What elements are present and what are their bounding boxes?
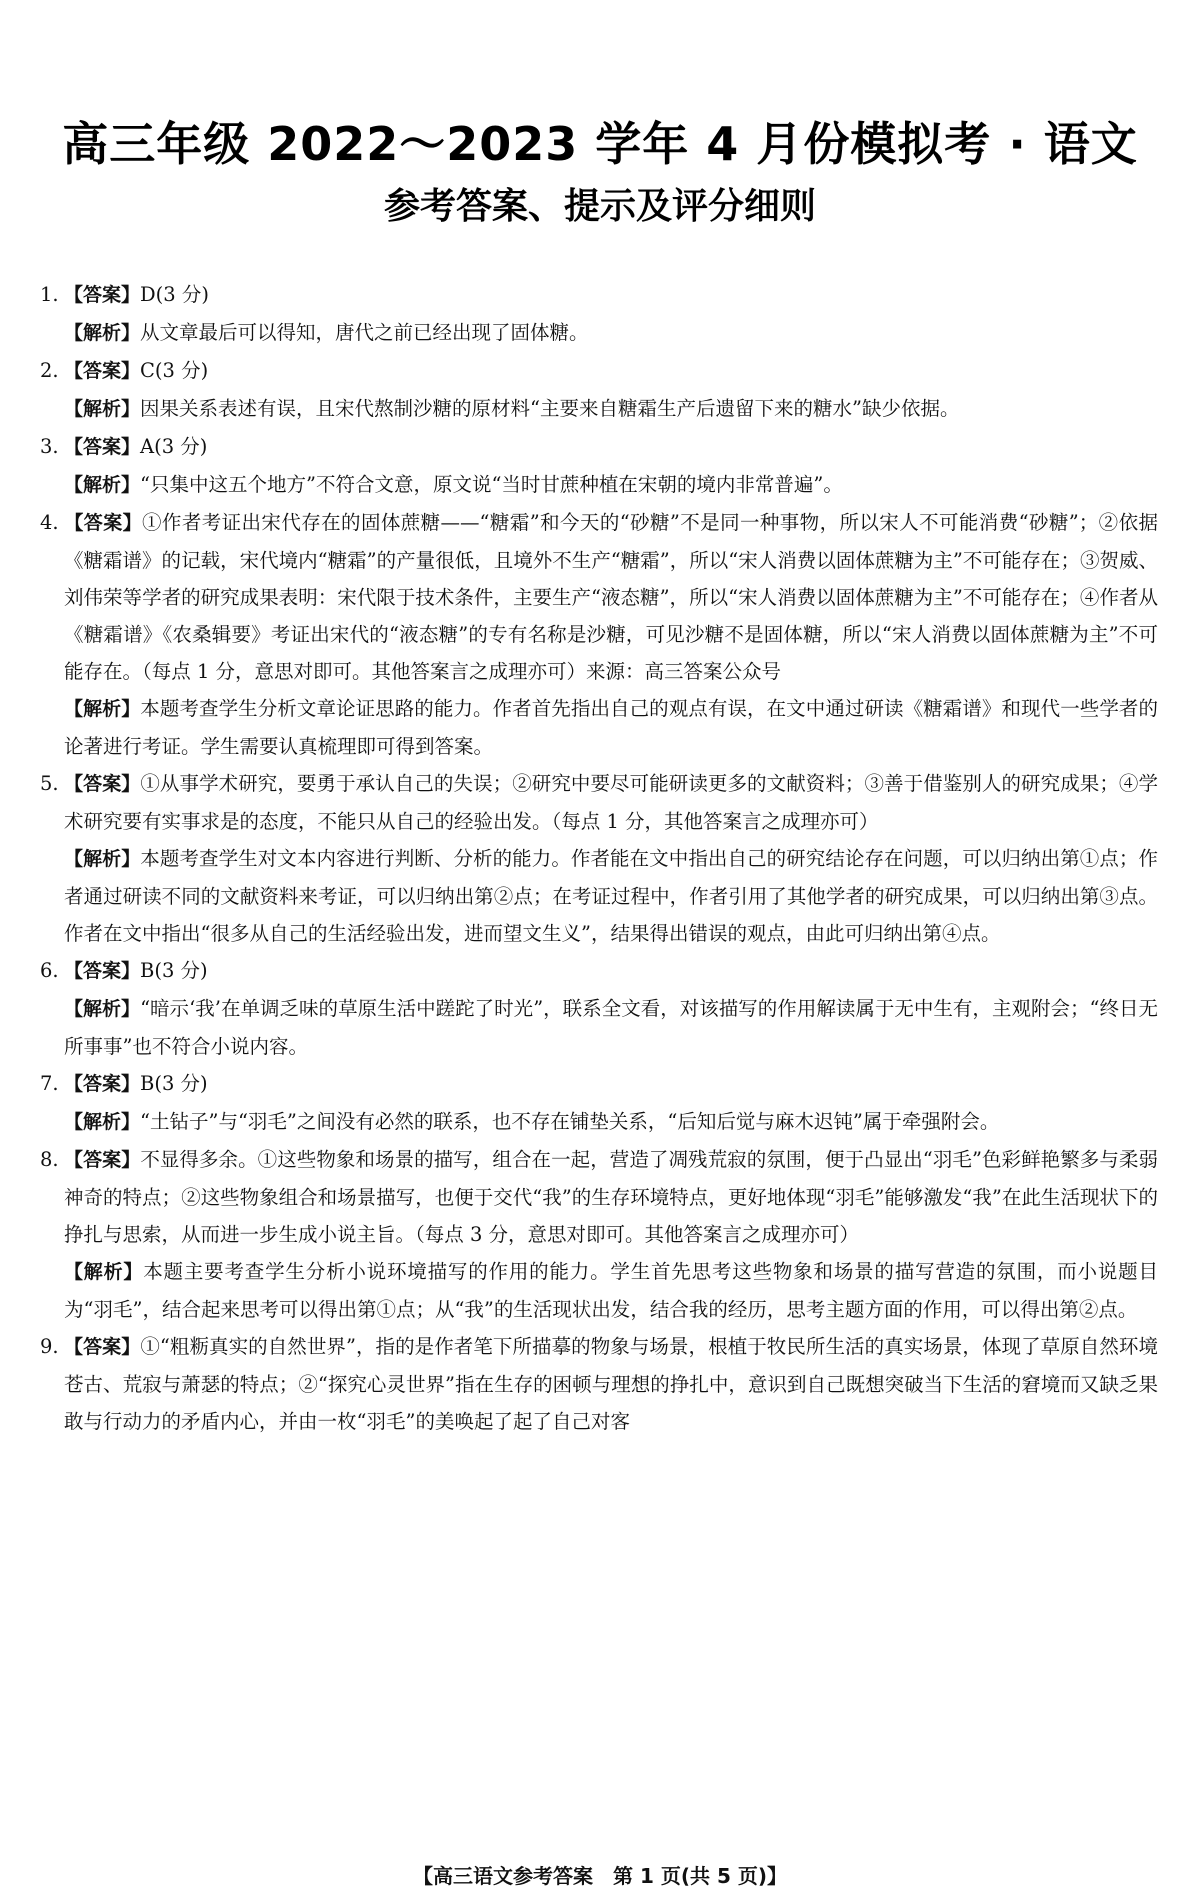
analysis-tag: 【解析】 <box>64 848 141 870</box>
page-footer: 【高三语文参考答案 第 1 页(共 5 页)】 <box>413 1864 787 1888</box>
answer-line <box>40 1141 1158 1253</box>
analysis-line <box>40 466 1158 504</box>
analysis-tag: 【解析】 <box>64 398 141 420</box>
answer-text: 不显得多余。①这些物象和场景的描写，组合在一起，营造了凋残荒寂的氛围，便于凸显出“羽毛”色彩鲜艳繁多与柔弱神奇的特点；②这些物象组合和场景描写，也便于交代“我”的生存环境特点，更好地体现“羽毛”能够激发“我”在此生活现状下的挣扎与思索，从而进一步生成小说主旨。（每点 3 分，意思对即可。其他答案言之成理亦可） <box>64 1148 1158 1246</box>
analysis-tag: 【解析】 <box>64 1261 144 1283</box>
analysis-line <box>40 390 1158 428</box>
answer-tag: 【答案】 <box>64 512 143 534</box>
answer-tag: 【答案】 <box>64 1336 141 1358</box>
answer-line <box>40 504 1158 690</box>
question-item <box>40 352 1158 428</box>
answer-text: ①作者考证出宋代存在的固体蔗糖——“糖霜”和今天的“砂糖”不是同一种事物，所以宋人不可能消费“砂糖”；②依据《糖霜谱》的记载，宋代境内“糖霜”的产量很低，且境外不生产“糖霜”，所以“宋人消费以固体蔗糖为主”不可能存在；③贺威、刘伟荣等学者的研究成果表明：宋代限于技术条件，主要生产“液态糖”，所以“宋人消费以固体蔗糖为主”不可能存在；④作者从《糖霜谱》《农桑辑要》考证出宋代的“液态糖”的专有名称是沙糖，可见沙糖不是固体糖，所以“宋人消费以固体蔗糖为主”不可能存在。（每点 1 分，意思对即可。其他答案言之成理亦可）来源：高三答案公众号 <box>64 511 1158 683</box>
answer-tag: 【答案】 <box>64 960 141 982</box>
answer-text: D(3 分) <box>140 283 209 306</box>
question-number: 9. <box>40 1335 59 1358</box>
question-item <box>40 765 1158 952</box>
question-number: 2. <box>40 359 59 382</box>
analysis-tag: 【解析】 <box>64 474 141 496</box>
analysis-tag: 【解析】 <box>64 998 141 1020</box>
analysis-text: “只集中这五个地方”不符合文意，原文说“当时甘蔗种植在宋朝的境内非常普遍”。 <box>140 473 843 496</box>
answer-tag: 【答案】 <box>64 436 141 458</box>
analysis-line <box>40 1103 1158 1141</box>
answer-tag: 【答案】 <box>64 773 141 795</box>
answer-tag: 【答案】 <box>64 1073 141 1095</box>
question-item <box>40 952 1158 1065</box>
answer-text: A(3 分) <box>140 435 208 458</box>
answer-line <box>40 952 1158 990</box>
answer-line <box>40 352 1158 390</box>
analysis-text: 从文章最后可以得知，唐代之前已经出现了固体糖。 <box>140 321 589 344</box>
analysis-tag: 【解析】 <box>64 322 141 344</box>
answer-list <box>40 276 1158 1440</box>
question-item <box>40 428 1158 504</box>
answer-line <box>40 1065 1158 1103</box>
question-number: 4. <box>40 511 59 534</box>
answer-tag: 【答案】 <box>64 1149 141 1171</box>
analysis-text: 本题主要考查学生分析小说环境描写的作用的能力。学生首先思考这些物象和场景的描写营造的氛围，而小说题目为“羽毛”，结合起来思考可以得出第①点；从“我”的生活现状出发，结合我的经历，思考主题方面的作用，可以得出第②点。 <box>64 1260 1158 1321</box>
answer-text: B(3 分) <box>140 959 208 982</box>
analysis-text: “暗示‘我’在单调乏味的草原生活中蹉跎了时光”，联系全文看，对该描写的作用解读属于无中生有，主观附会；“终日无所事事”也不符合小说内容。 <box>64 997 1158 1058</box>
question-number: 5. <box>40 772 59 795</box>
question-item <box>40 276 1158 352</box>
answer-tag: 【答案】 <box>64 360 141 382</box>
analysis-text: 本题考查学生分析文章论证思路的能力。作者首先指出自己的观点有误，在文中通过研读《糖霜谱》和现代一些学者的论著进行考证。学生需要认真梳理即可得到答案。 <box>64 697 1158 758</box>
answer-line <box>40 765 1158 840</box>
question-item <box>40 1065 1158 1141</box>
analysis-tag: 【解析】 <box>64 698 141 720</box>
page-title: 高三年级 2022～2023 学年 4 月份模拟考 · 语文 <box>62 117 1138 171</box>
question-item <box>40 504 1158 765</box>
analysis-line <box>40 990 1158 1065</box>
answer-line <box>40 428 1158 466</box>
analysis-text: 本题考查学生对文本内容进行判断、分析的能力。作者能在文中指出自己的研究结论存在问题，可以归纳出第①点；作者通过研读不同的文献资料来考证，可以归纳出第②点；在考证过程中，作者引用了其他学者的研究成果，可以归纳出第③点。作者在文中指出“很多从自己的生活经验出发，进而望文生义”，结果得出错误的观点，由此可归纳出第④点。 <box>64 847 1158 945</box>
question-number: 6. <box>40 959 59 982</box>
question-number: 8. <box>40 1148 59 1171</box>
question-number: 3. <box>40 435 59 458</box>
analysis-line <box>40 314 1158 352</box>
answer-text: ①“粗粝真实的自然世界”，指的是作者笔下所描摹的物象与场景，根植于牧民所生活的真实场景，体现了草原自然环境苍古、荒寂与萧瑟的特点；②“探究心灵世界”指在生存的困顿与理想的挣扎中，意识到自己既想突破当下生活的窘境而又缺乏果敢与行动力的矛盾内心，并由一枚“羽毛”的美唤起了起了自己对客 <box>64 1335 1158 1433</box>
analysis-tag: 【解析】 <box>64 1111 141 1133</box>
analysis-text: 因果关系表述有误，且宋代熬制沙糖的原材料“主要来自糖霜生产后遗留下来的糖水”缺少依据。 <box>140 397 960 420</box>
page-subtitle: 参考答案、提示及评分细则 <box>383 186 816 227</box>
answer-text: C(3 分) <box>140 359 209 382</box>
analysis-line <box>40 1253 1158 1328</box>
analysis-line <box>40 840 1158 952</box>
answer-line <box>40 1328 1158 1440</box>
answer-line <box>40 276 1158 314</box>
answer-text: B(3 分) <box>140 1072 208 1095</box>
answer-text: ①从事学术研究，要勇于承认自己的失误；②研究中要尽可能研读更多的文献资料；③善于借鉴别人的研究成果；④学术研究要有实事求是的态度，不能只从自己的经验出发。（每点 1 分，其他答案言之成理亦可） <box>64 772 1158 833</box>
question-item <box>40 1141 1158 1328</box>
question-number: 1. <box>40 283 59 306</box>
answer-tag: 【答案】 <box>64 284 141 306</box>
question-item <box>40 1328 1158 1440</box>
analysis-line <box>40 690 1158 765</box>
analysis-text: “土钻子”与“羽毛”之间没有必然的联系，也不存在铺垫关系，“后知后觉与麻木迟钝”属于牵强附会。 <box>140 1110 1000 1133</box>
question-number: 7. <box>40 1072 59 1095</box>
